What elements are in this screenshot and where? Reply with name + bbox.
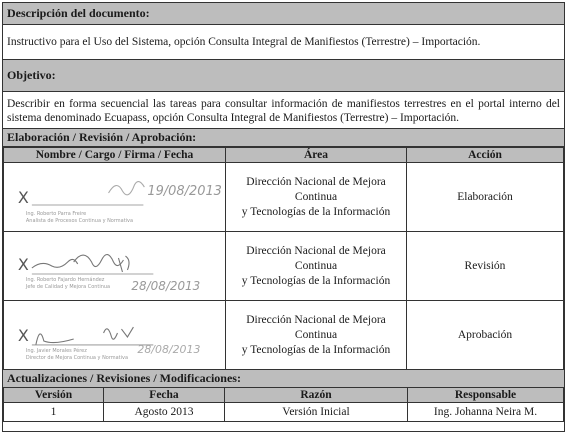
- fecha-cell: Agosto 2013: [104, 403, 225, 422]
- signature-cell: [4, 301, 226, 370]
- svg-text:19/08/2013: 19/08/2013: [147, 184, 222, 200]
- col-header-fecha: Fecha: [104, 388, 225, 403]
- elaboracion-header: Elaboración / Revisión / Aprobación:: [3, 129, 564, 147]
- area-line: y Tecnologías de la Información: [241, 274, 391, 287]
- svg-text:X: X: [17, 187, 29, 207]
- area-line: Dirección Nacional de Mejora Continua: [246, 244, 386, 272]
- version-cell: 1: [4, 403, 104, 422]
- accion-cell: Elaboración: [407, 163, 564, 232]
- document-page: [2, 2, 565, 432]
- actualizaciones-header: Actualizaciones / Revisiones / Modificaciones:: [3, 370, 564, 387]
- table-row: [4, 232, 564, 301]
- svg-text:28/08/2013: 28/08/2013: [131, 278, 201, 293]
- signature-cell: [4, 163, 226, 232]
- svg-text:X: X: [17, 325, 29, 345]
- actualizaciones-table: [3, 387, 564, 422]
- descripcion-header: Descripción del documento:: [3, 3, 564, 25]
- col-header-razon: Razón: [225, 388, 408, 403]
- signature-cell: [4, 232, 226, 301]
- svg-text:Ing. Roberto Fajardo Hernández: Ing. Roberto Fajardo Hernández: [25, 276, 105, 283]
- svg-text:Jefe de Calidad y Mejora Conti: Jefe de Calidad y Mejora Continua: [25, 283, 111, 290]
- objetivo-text: Describir en forma secuencial las tareas para consultar información de manifiestos terrestres en el portal interno del sistema denominado Ecuapass, opción Consulta Integral de Manifiestos (Terrestre) – Importación.: [3, 92, 564, 129]
- area-line: y Tecnologías de la Información: [241, 205, 391, 218]
- responsable-cell: Ing. Johanna Neira M.: [408, 403, 564, 422]
- area-line: y Tecnologías de la Información: [241, 343, 391, 356]
- descripcion-text: Instructivo para el Uso del Sistema, opción Consulta Integral de Manifiestos (Terrestre) – Importación.: [3, 25, 564, 60]
- col-header-area: Área: [226, 148, 407, 163]
- svg-text:X: X: [17, 254, 29, 274]
- accion-cell: Aprobación: [407, 301, 564, 370]
- col-header-version: Versión: [4, 388, 104, 403]
- table-row: [4, 403, 564, 422]
- col-header-responsable: Responsable: [408, 388, 564, 403]
- col-header-nombre: Nombre / Cargo / Firma / Fecha: [4, 148, 226, 163]
- handwritten-signature-icon: [4, 232, 225, 300]
- svg-text:Director de Mejora Continua y: Director de Mejora Continua y Normativa: [25, 354, 129, 361]
- col-header-accion: Acción: [407, 148, 564, 163]
- objetivo-header: Objetivo:: [3, 60, 564, 92]
- accion-cell: Revisión: [407, 232, 564, 301]
- handwritten-signature-icon: [4, 163, 225, 231]
- svg-text:Ing. Roberto Parra Freire: Ing. Roberto Parra Freire: [25, 210, 87, 217]
- table-row: [4, 163, 564, 232]
- area-line: Dirección Nacional de Mejora Continua: [246, 175, 386, 203]
- razon-cell: Versión Inicial: [225, 403, 408, 422]
- area-line: Dirección Nacional de Mejora Continua: [246, 313, 386, 341]
- svg-text:Ing. Javier Morales Pérez: Ing. Javier Morales Pérez: [25, 347, 87, 354]
- handwritten-signature-icon: [4, 301, 225, 369]
- svg-text:28/08/2013: 28/08/2013: [137, 342, 201, 356]
- svg-text:Analista de Procesos Continua: Analista de Procesos Continua y Normativa: [25, 217, 134, 224]
- table-row: [4, 301, 564, 370]
- elaboracion-table: [3, 147, 564, 370]
